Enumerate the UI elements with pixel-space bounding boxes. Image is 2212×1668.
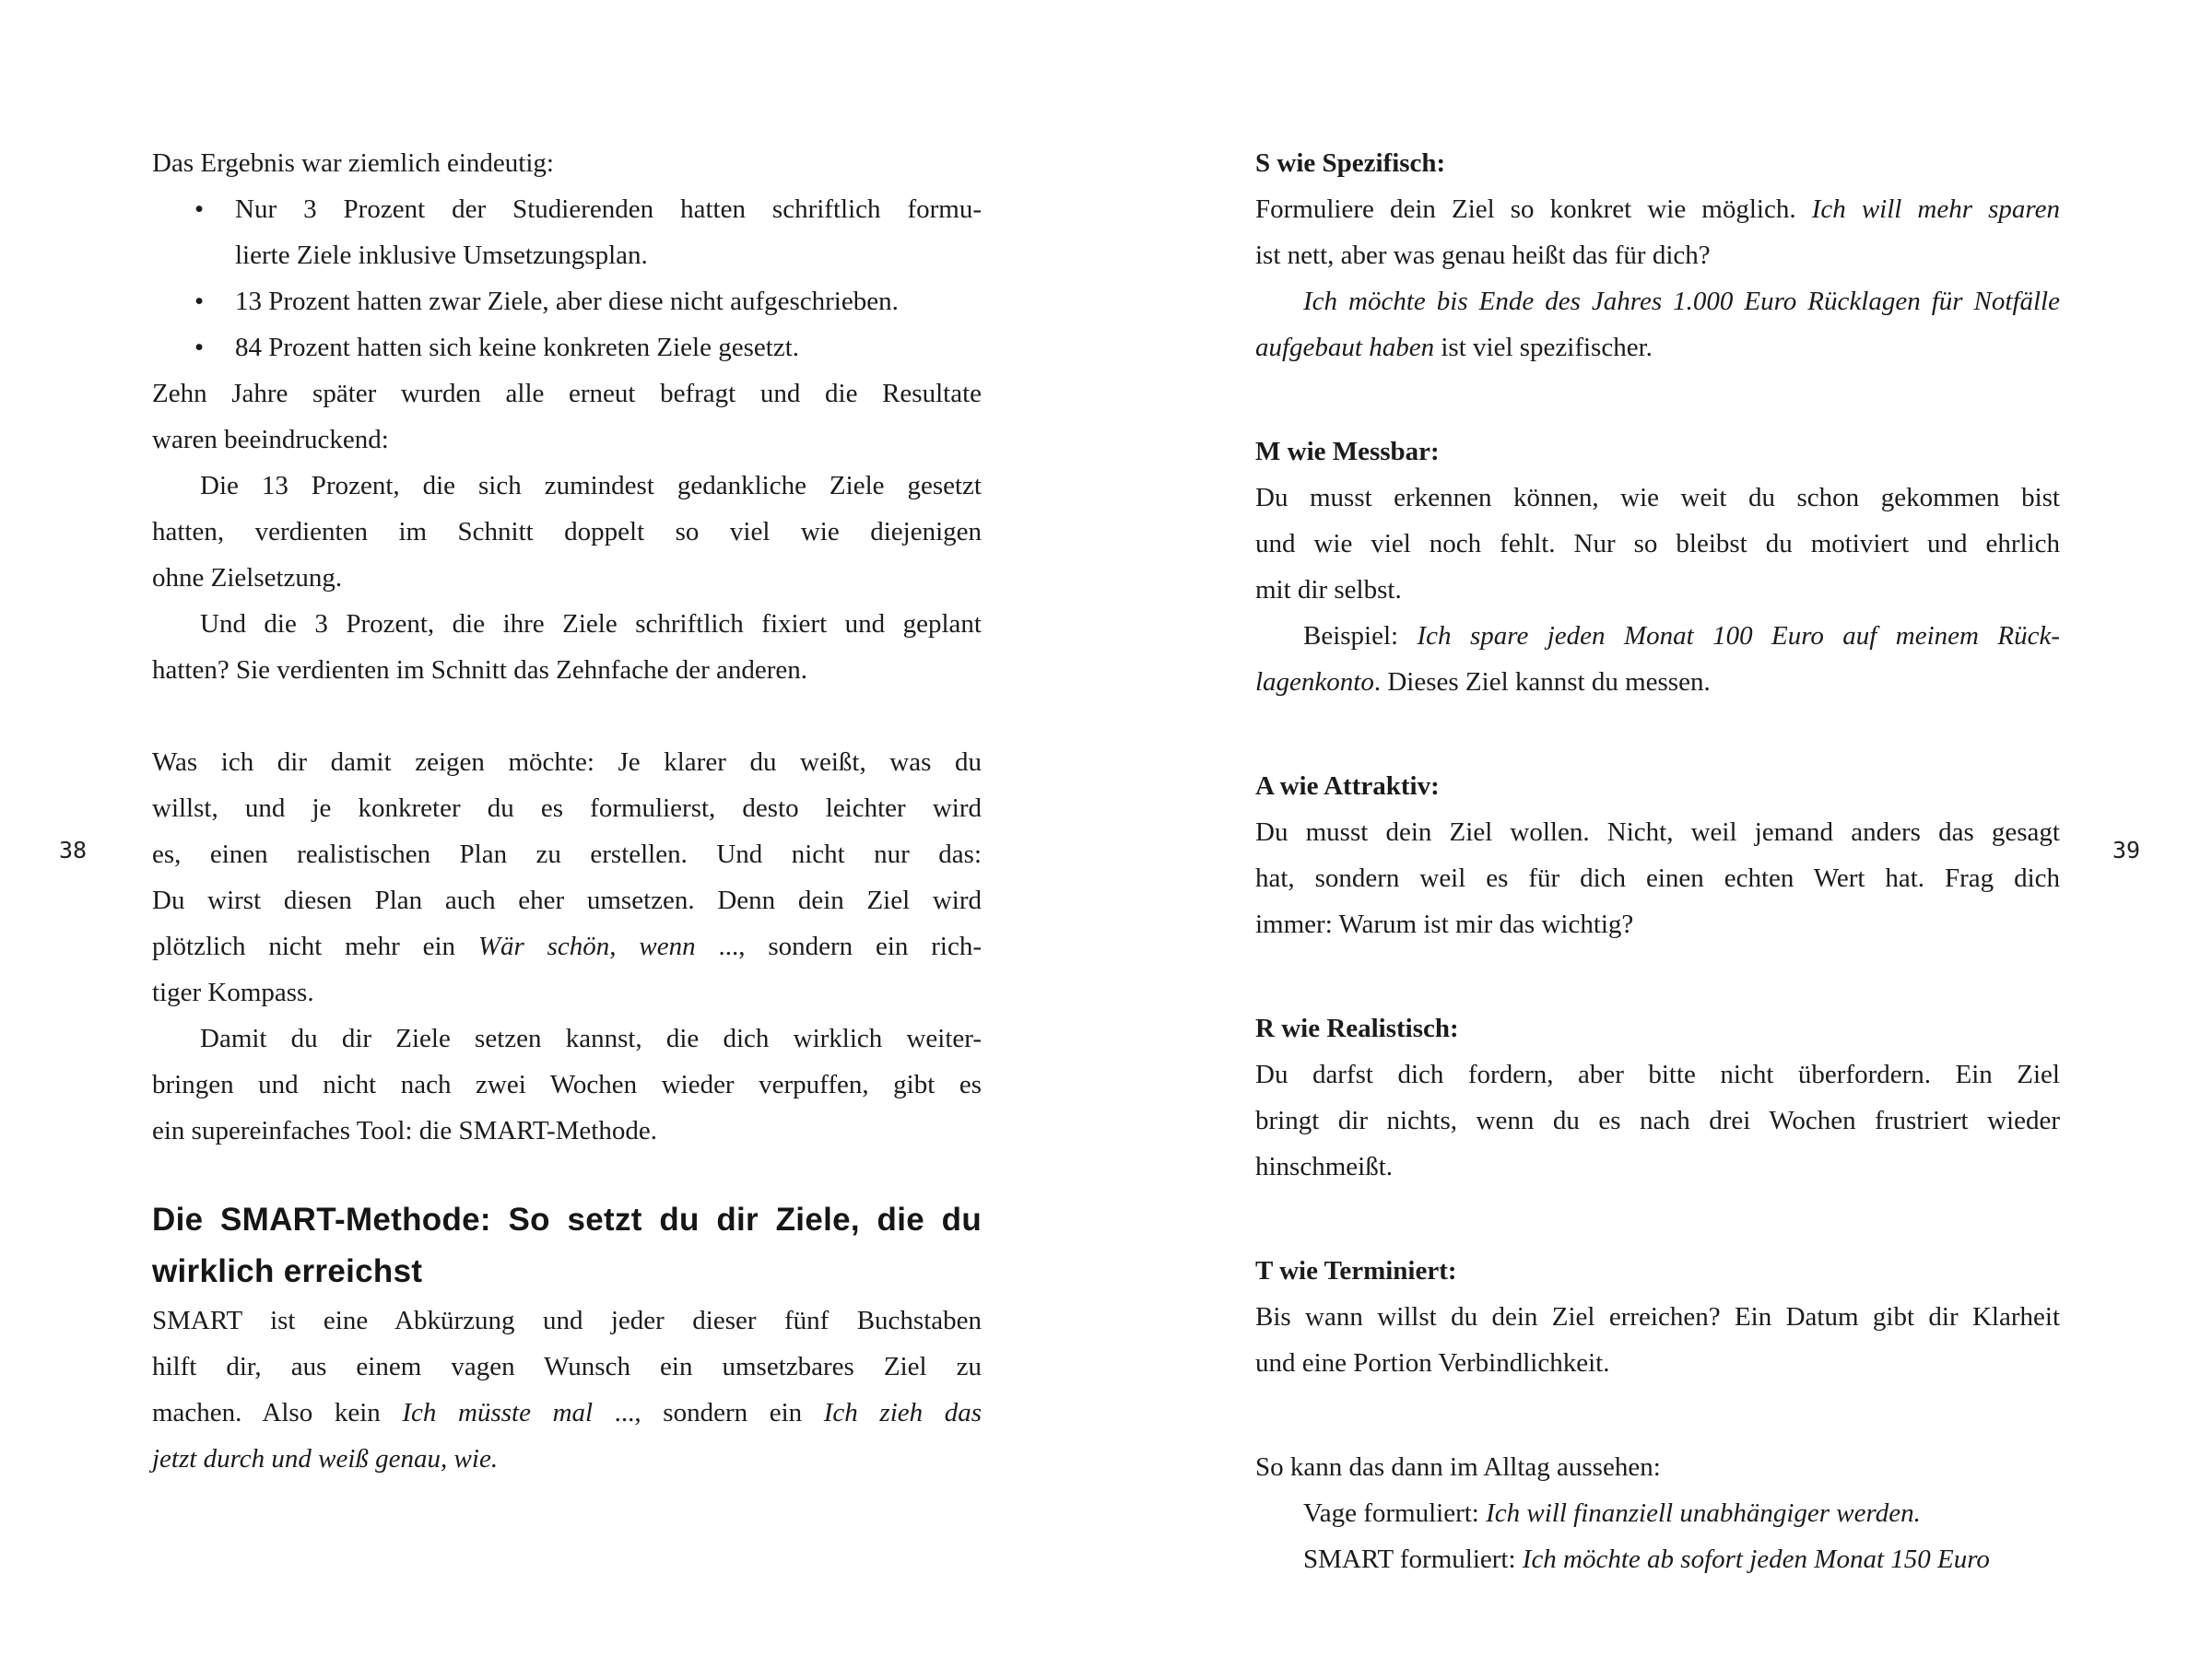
text-line: Ich möchte bis Ende des Jahres 1.000 Euro Rücklagen für Notfälle bbox=[1303, 287, 2060, 316]
text-line: plötzlich nicht mehr ein Wär schön, wenn ..., sondern ein rich- bbox=[152, 932, 982, 961]
section-heading-smart-methode bbox=[152, 1194, 982, 1298]
paragraph-smart-formuliert bbox=[1255, 1536, 2060, 1582]
page-left bbox=[152, 140, 982, 1482]
text-line: bringt dir nichts, wenn du es nach drei Wochen frustriert wieder bbox=[1255, 1106, 2060, 1135]
text-line: Du wirst diesen Plan auch eher umsetzen. Denn dein Ziel wird bbox=[152, 886, 982, 915]
text-line: bringen und nicht nach zwei Wochen wieder verpuffen, gibt es bbox=[152, 1070, 982, 1099]
subheading-s-spezifisch bbox=[1255, 140, 2060, 186]
text-line: immer: Warum ist mir das wichtig? bbox=[1255, 910, 1634, 939]
paragraph-attraktiv bbox=[1255, 809, 2060, 947]
paragraph-was-ich-zeigen bbox=[152, 739, 982, 1016]
text-line: willst, und je konkreter du es formulierst, desto leichter wird bbox=[152, 793, 982, 823]
text-line: Das Ergebnis war ziemlich eindeutig: bbox=[152, 148, 554, 178]
page-right bbox=[1255, 140, 2060, 1582]
bullet-item-13-percent bbox=[152, 278, 982, 324]
paragraph-damit-du-ziele bbox=[152, 1016, 982, 1154]
paragraph-realistisch bbox=[1255, 1051, 2060, 1190]
bullet-item-3-percent bbox=[152, 186, 982, 278]
text-line: Zehn Jahre später wurden alle erneut befragt und die Resultate bbox=[152, 379, 982, 408]
text-line: Die SMART-Methode: So setzt du dir Ziele, die du bbox=[152, 1202, 982, 1238]
text-line: wirklich erreichst bbox=[152, 1253, 423, 1289]
text-line: R wie Realistisch: bbox=[1255, 1014, 1459, 1043]
page-number-right: 39 bbox=[2112, 837, 2141, 863]
paragraph-ten-years bbox=[152, 370, 982, 463]
text-line: hilft dir, aus einem vagen Wunsch ein umsetzbares Ziel zu bbox=[152, 1352, 982, 1381]
paragraph-messbar-beispiel bbox=[1255, 613, 2060, 705]
text-line: hatten? Sie verdienten im Schnitt das Zehnfache der anderen. bbox=[152, 655, 808, 685]
text-line: • 84 Prozent hatten sich keine konkreten Ziele gesetzt. bbox=[235, 333, 800, 362]
text-line: Formuliere dein Ziel so konkret wie möglich. Ich will mehr sparen bbox=[1255, 194, 2060, 224]
paragraph-13-percent-result bbox=[152, 463, 982, 601]
text-line: ohne Zielsetzung. bbox=[152, 563, 343, 593]
text-line: jetzt durch und weiß genau, wie. bbox=[152, 1444, 499, 1474]
text-line: machen. Also kein Ich müsste mal ..., sondern ein Ich zieh das bbox=[152, 1398, 982, 1427]
text-line: • Nur 3 Prozent der Studierenden hatten schriftlich formu- bbox=[235, 194, 982, 224]
text-line: SMART ist eine Abkürzung und jeder dieser fünf Buchstaben bbox=[152, 1306, 982, 1335]
paragraph-spezifisch-beispiel bbox=[1255, 278, 2060, 370]
subheading-m-messbar bbox=[1255, 429, 2060, 475]
text-line: ist nett, aber was genau heißt das für dich? bbox=[1255, 241, 1711, 270]
text-line: ein supereinfaches Tool: die SMART-Methode. bbox=[152, 1116, 657, 1145]
paragraph-vage-formuliert bbox=[1255, 1490, 2060, 1536]
bullet-item-84-percent bbox=[152, 324, 982, 370]
text-line: Beispiel: Ich spare jeden Monat 100 Euro auf meinem Rück- bbox=[1303, 621, 2060, 651]
text-line: lierte Ziele inklusive Umsetzungsplan. bbox=[235, 241, 648, 270]
text-line: es, einen realistischen Plan zu erstellen. Und nicht nur das: bbox=[152, 840, 982, 869]
subheading-a-attraktiv bbox=[1255, 763, 2060, 809]
text-line: S wie Spezifisch: bbox=[1255, 148, 1446, 178]
text-line: Was ich dir damit zeigen möchte: Je klarer du weißt, was du bbox=[152, 747, 982, 777]
text-line: Du musst erkennen können, wie weit du schon gekommen bist bbox=[1255, 483, 2060, 512]
text-line: aufgebaut haben ist viel spezifischer. bbox=[1255, 333, 1653, 362]
text-line: Die 13 Prozent, die sich zumindest gedankliche Ziele gesetzt bbox=[200, 471, 982, 500]
text-line: waren beeindruckend: bbox=[152, 425, 389, 454]
text-line: T wie Terminiert: bbox=[1255, 1256, 1457, 1286]
text-line: und eine Portion Verbindlichkeit. bbox=[1255, 1348, 1610, 1378]
text-line: und wie viel noch fehlt. Nur so bleibst du motiviert und ehrlich bbox=[1255, 529, 2060, 558]
text-line: Damit du dir Ziele setzen kannst, die dich wirklich weiter- bbox=[200, 1024, 982, 1053]
paragraph-alltag-intro bbox=[1255, 1444, 2060, 1490]
text-line: hinschmeißt. bbox=[1255, 1152, 1394, 1181]
text-line: M wie Messbar: bbox=[1255, 437, 1440, 466]
subheading-t-terminiert bbox=[1255, 1248, 2060, 1294]
paragraph-messbar bbox=[1255, 475, 2060, 613]
text-line: tiger Kompass. bbox=[152, 978, 314, 1007]
paragraph-terminiert bbox=[1255, 1294, 2060, 1386]
page-number-left: 38 bbox=[59, 837, 88, 863]
text-line: Vage formuliert: Ich will finanziell unabhängiger werden. bbox=[1303, 1498, 1921, 1528]
text-line: Bis wann willst du dein Ziel erreichen? Ein Datum gibt dir Klarheit bbox=[1255, 1302, 2060, 1332]
paragraph-results-intro bbox=[152, 140, 982, 186]
text-line: lagenkonto. Dieses Ziel kannst du messen. bbox=[1255, 667, 1711, 697]
text-line: Du musst dein Ziel wollen. Nicht, weil jemand anders das gesagt bbox=[1255, 817, 2060, 847]
text-line: So kann das dann im Alltag aussehen: bbox=[1255, 1452, 1661, 1482]
text-line: hat, sondern weil es für dich einen echten Wert hat. Frag dich bbox=[1255, 863, 2060, 893]
text-line: • 13 Prozent hatten zwar Ziele, aber diese nicht aufgeschrieben. bbox=[235, 287, 899, 316]
text-line: Und die 3 Prozent, die ihre Ziele schriftlich fixiert und geplant bbox=[200, 609, 982, 639]
text-line: mit dir selbst. bbox=[1255, 575, 1402, 605]
paragraph-spezifisch bbox=[1255, 186, 2060, 278]
paragraph-smart-abkuerzung bbox=[152, 1298, 982, 1482]
text-line: Du darfst dich fordern, aber bitte nicht überfordern. Ein Ziel bbox=[1255, 1060, 2060, 1089]
text-line: hatten, verdienten im Schnitt doppelt so viel wie diejenigen bbox=[152, 517, 982, 546]
text-line: A wie Attraktiv: bbox=[1255, 771, 1440, 801]
paragraph-3-percent-result bbox=[152, 601, 982, 693]
subheading-r-realistisch bbox=[1255, 1005, 2060, 1051]
text-line: SMART formuliert: Ich möchte ab sofort jeden Monat 150 Euro bbox=[1303, 1545, 1990, 1574]
